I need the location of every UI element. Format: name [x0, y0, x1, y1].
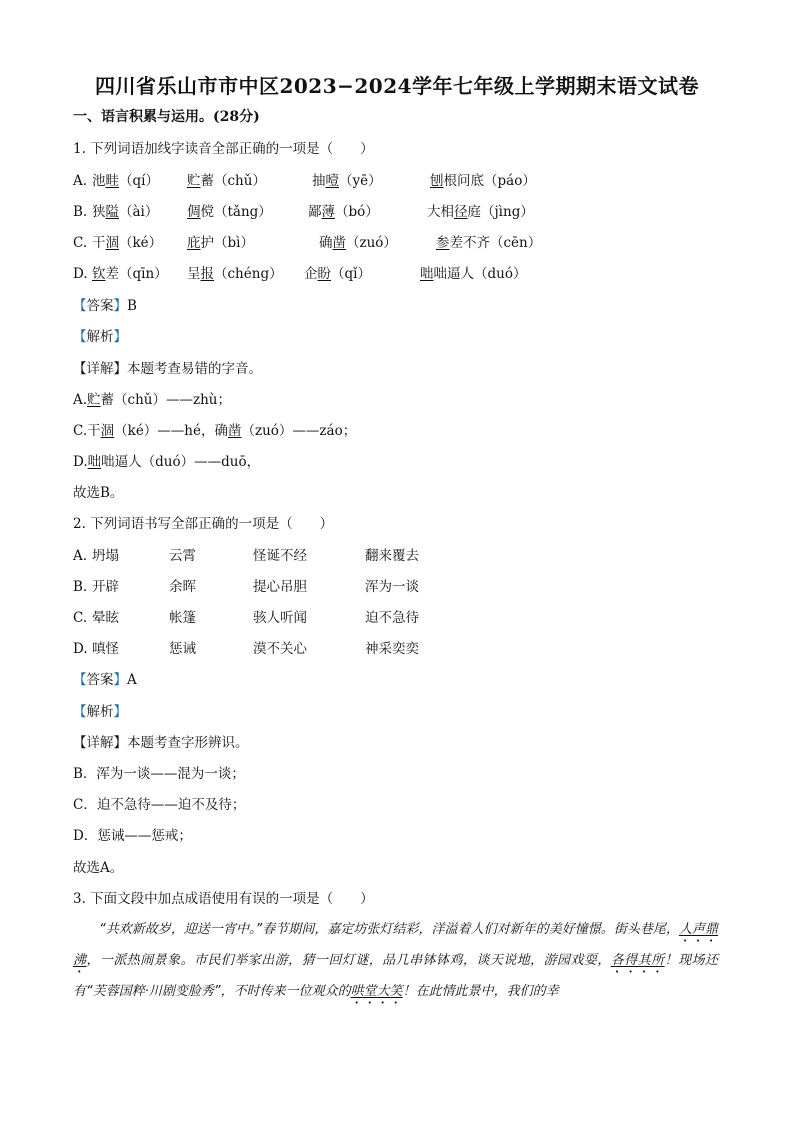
- exam-page: 四川省乐山市市中区2023−2024学年七年级上学期期末语文试卷 一、语言积累与运用。(28分) 1. 下列词语加线字读音全部正确的一项是（ ） A. 池畦（qí） 贮蓄（chǔ） 抽噎（yē） 刨根问底（páo） B. 狭隘（ài） 倜傥（tǎng） 鄙薄（bó） 大相径庭（jìng） C. 干涸（ké） 庇护（bì） 确凿（zuó） 参差不齐（cēn） D. 钦差（qīn） 呈报（chéng） 企盼（qǐ） 咄咄逼人（duó） 【答案】B 【解析】 【详解】本题考查易错的字音。 A.贮蓄（chǔ）——zhù； C.干涸（ké）——hé，确凿（zuó）——záo； D.咄咄逼人（duó）——duō， 故选B。 2. 下列词语书写全部正确的一项是（ ） A. 坍塌 云霄 怪诞不经 翻来覆去 B. 开辟 余晖 提心吊胆 浑为一谈 C. 晕眩 帐篷 骇人听闻 迫不急待 D. 嗔怪 惩诫 漠不关心 神采奕奕 【答案】A 【解析】 【详解】本题考查字形辨识。 B．浑为一谈——混为一谈； C．迫不急待——迫不及待； D．惩诫——惩戒； 故选A。 3. 下面文段中加点成语使用有误的一项是（ ） “共欢新故岁，迎送一宵中。”春节期间，嘉定坊张灯结彩，洋溢着人们对新年的美好憧憬。街头巷尾，人声鼎沸，一派热闹景象。市民们举家出游，猜一回灯谜，品几串钵钵鸡，谈天说地，游园戏耍，各得其所！现场还有“芙蓉国粹·川剧变脸秀”，不时传来一位观众的哄堂大笑！在此情此景中，我们的幸: [0, 0, 794, 1123]
- q2-analysis-heading: 【解析】: [73, 704, 127, 720]
- q1-detail: 【详解】本题考查易错的字音。: [73, 361, 262, 377]
- q1-detail-line-d: D.咄咄逼人（duó）——duō，: [73, 454, 261, 470]
- idiom-1: 人声鼎沸: [73, 922, 718, 968]
- q1-analysis-heading: 【解析】: [73, 329, 127, 345]
- q2-answer: 【答案】A: [73, 672, 137, 688]
- q2-detail-line-c: C．迫不急待——迫不及待；: [73, 797, 246, 813]
- q1-stem: 1. 下列词语加线字读音全部正确的一项是（ ）: [73, 141, 374, 157]
- q2-detail: 【详解】本题考查字形辨识。: [73, 735, 249, 751]
- q2-stem: 2. 下列词语书写全部正确的一项是（ ）: [73, 516, 334, 532]
- q3-stem: 3. 下面文段中加点成语使用有误的一项是（ ）: [73, 891, 374, 907]
- q1-conclusion: 故选B。: [73, 485, 124, 501]
- q1-answer: 【答案】B: [73, 298, 137, 314]
- q1-detail-line-c: C.干涸（ké）——hé，确凿（zuó）——záo；: [73, 423, 357, 439]
- idiom-3: 哄堂大笑: [350, 984, 403, 999]
- section-heading: 一、语言积累与运用。(28分): [73, 109, 260, 125]
- q2-conclusion: 故选A。: [73, 860, 124, 876]
- q3-passage: “共欢新故岁，迎送一宵中。”春节期间，嘉定坊张灯结彩，洋溢着人们对新年的美好憧憬。街头巷尾，人声鼎沸，一派热闹景象。市民们举家出游，猜一回灯谜，品几串钵钵鸡，谈天说地，游园戏耍，各得其所！现场还有“芙蓉国粹·川剧变脸秀”，不时传来一位观众的哄堂大笑！在此情此景中，我们的幸: [73, 922, 718, 999]
- q2-detail-line-b: B．浑为一谈——混为一谈；: [73, 766, 245, 782]
- page-title: 四川省乐山市市中区2023−2024学年七年级上学期期末语文试卷: [94, 74, 700, 98]
- q1-detail-line-a: A.贮蓄（chǔ）——zhù；: [73, 392, 231, 408]
- q2-detail-line-d: D．惩诫——惩戒；: [73, 828, 192, 844]
- idiom-2: 各得其所: [610, 953, 665, 968]
